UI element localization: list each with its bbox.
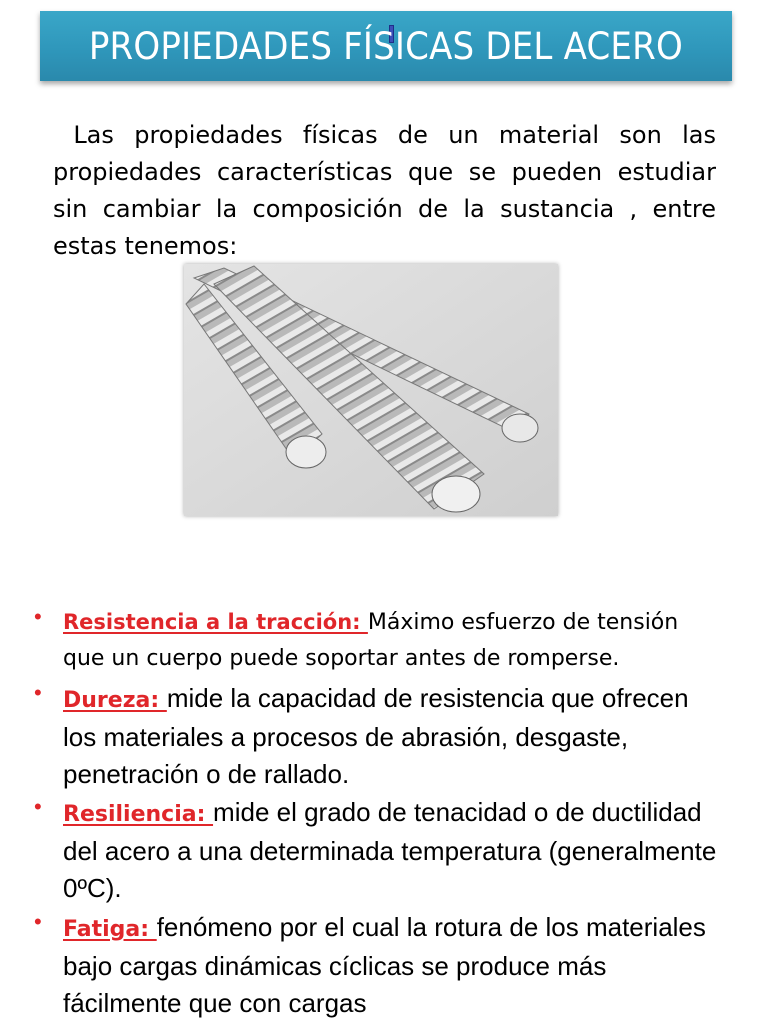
- list-item-text: [63, 794, 723, 907]
- bullet-icon: •: [34, 604, 42, 629]
- intro-paragraph: [53, 117, 716, 265]
- term-description: fenómeno por el cual la rotura de los materiales bajo cargas dinámicas cíclicas se produce más fácilmente que con cargas: [63, 912, 706, 1018]
- term-label: Resistencia a la tracción:: [63, 610, 368, 634]
- page-title: PROPIEDADES FÍSICAS DEL ACERO: [88, 24, 684, 68]
- term-label: Fatiga:: [63, 917, 157, 942]
- list-item-text: [63, 680, 723, 793]
- bullet-icon: •: [34, 680, 42, 705]
- bullet-icon: •: [34, 794, 42, 819]
- title-bar: [40, 11, 732, 81]
- intro-text: Las propiedades físicas de un material son las propiedades características que se pueden estudiar sin cambiar la composición de la sustancia , entre estas tenemos:: [53, 121, 716, 260]
- steel-wire-ropes-image: [184, 264, 558, 516]
- term-label: Dureza:: [63, 688, 167, 713]
- bullet-icon: •: [34, 909, 42, 934]
- steel-wire-ropes-icon: [184, 264, 558, 516]
- term-label: Resiliencia:: [63, 802, 214, 827]
- term-description: mide el grado de tenacidad o de ductilidad del acero a una determinada temperatura (generalmente 0ºC).: [63, 797, 717, 903]
- list-item-text: [63, 909, 723, 1022]
- term-description: Máximo esfuerzo de tensión que un cuerpo puede soportar antes de romperse.: [63, 610, 679, 671]
- list-item-text: [63, 604, 723, 677]
- term-description: mide la capacidad de resistencia que ofrecen los materiales a procesos de abrasión, desgaste, penetración o de rallado.: [63, 683, 689, 789]
